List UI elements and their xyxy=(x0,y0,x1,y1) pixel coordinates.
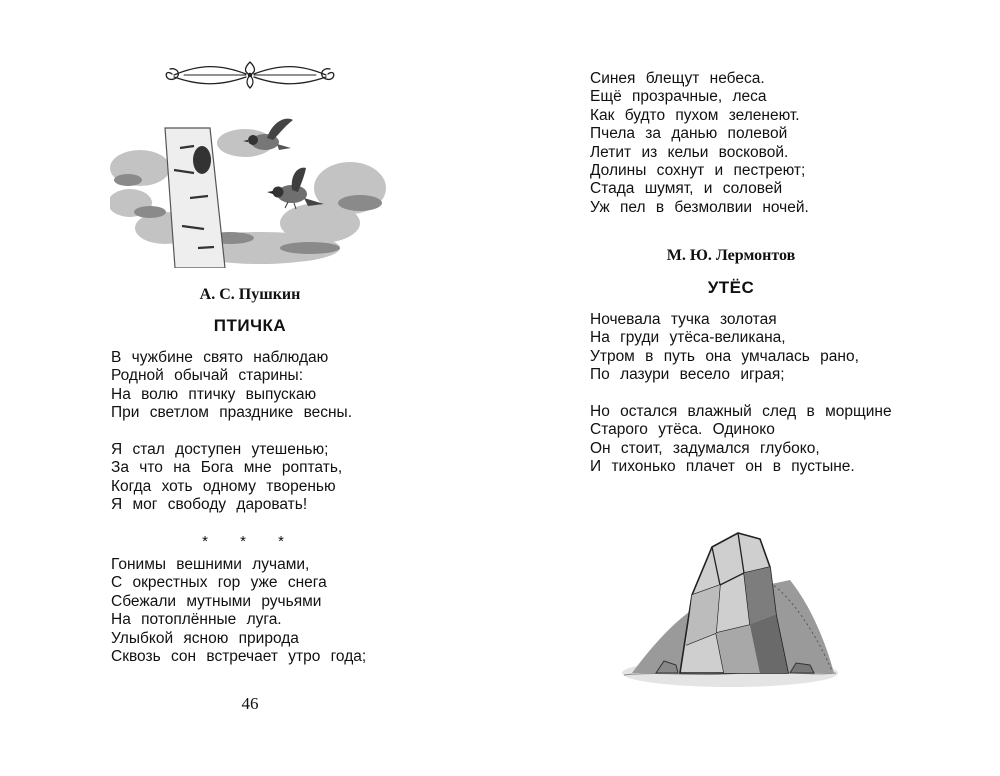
poem-line: Ещё прозрачные, леса xyxy=(590,88,767,106)
poem-line: Сбежали мутными ручьями xyxy=(111,592,322,610)
poem-title: ПТИЧКА xyxy=(213,316,287,335)
poem-line: Улыбкой ясною природа xyxy=(111,629,299,647)
poem-line: Ночевала тучка золотая xyxy=(590,311,777,328)
poem-line: И тихонько плачет он в пустыне. xyxy=(590,458,855,476)
page-number: 46 xyxy=(241,694,259,713)
poem-line: Родной обычай старины: xyxy=(111,367,304,385)
stanza xyxy=(111,441,352,515)
poem-body-continued xyxy=(111,556,366,666)
poem-line: На потоплённые луга. xyxy=(111,611,282,629)
poem-line: Уж пел в безмолвии ночей. xyxy=(590,198,809,216)
poem-line: Летит из кельи восковой. xyxy=(590,143,789,161)
stanza xyxy=(111,349,352,423)
poem-continuation xyxy=(590,70,809,217)
poem-line: В чужбине свято наблюдаю xyxy=(111,349,329,366)
poem-line: По лазури весело играя; xyxy=(590,366,785,384)
poem-line: Долины сохнут и пестреют; xyxy=(590,162,806,180)
poem-line: Утром в путь она умчалась рано, xyxy=(590,347,859,365)
poem-line: Я мог свободу даровать! xyxy=(111,496,308,514)
poem-line: Синея блещут небеса. xyxy=(590,70,765,87)
stanza xyxy=(590,70,809,217)
poem-line: На волю птичку выпускаю xyxy=(111,385,317,403)
birds-birch-illustration xyxy=(110,108,390,268)
cliff-rock-illustration xyxy=(620,525,840,695)
poem-line: Но остался влажный след в морщине xyxy=(590,403,892,421)
poem-line: С окрестных гор уже снега xyxy=(111,574,327,592)
poem-body xyxy=(590,311,892,477)
poem-line: Когда хоть одному творенью xyxy=(111,477,336,495)
poem-title: УТЁС xyxy=(707,278,755,297)
poem-line: При светлом празднике весны. xyxy=(111,404,353,422)
stanza xyxy=(590,311,892,385)
stanza xyxy=(590,403,892,477)
poem-line: Я стал доступен утешенью; xyxy=(111,441,329,459)
poem-line: Гонимы вешними лучами, xyxy=(111,556,310,573)
poem-author: А. С. Пушкин xyxy=(199,286,301,303)
poem-line: Старого утёса. Одиноко xyxy=(590,421,775,439)
ornament-flourish-icon xyxy=(160,58,340,92)
stanza xyxy=(111,556,366,666)
poem-body xyxy=(111,349,352,515)
poem-line: Как будто пухом зеленеют. xyxy=(590,106,800,124)
poem-line: За что на Бога мне роптать, xyxy=(111,459,343,477)
poem-line: Стада шумят, и соловей xyxy=(590,180,783,198)
poem-line: На груди утёса-великана, xyxy=(590,329,786,347)
poem-line: Пчела за данью полевой xyxy=(590,125,788,143)
section-separator: * * * xyxy=(202,533,298,550)
right-page xyxy=(500,0,1000,776)
poem-author: М. Ю. Лермонтов xyxy=(666,247,796,264)
poem-line: Сквозь сон встречает утро года; xyxy=(111,648,367,666)
poem-line: Он стоит, задумался глубоко, xyxy=(590,439,820,457)
